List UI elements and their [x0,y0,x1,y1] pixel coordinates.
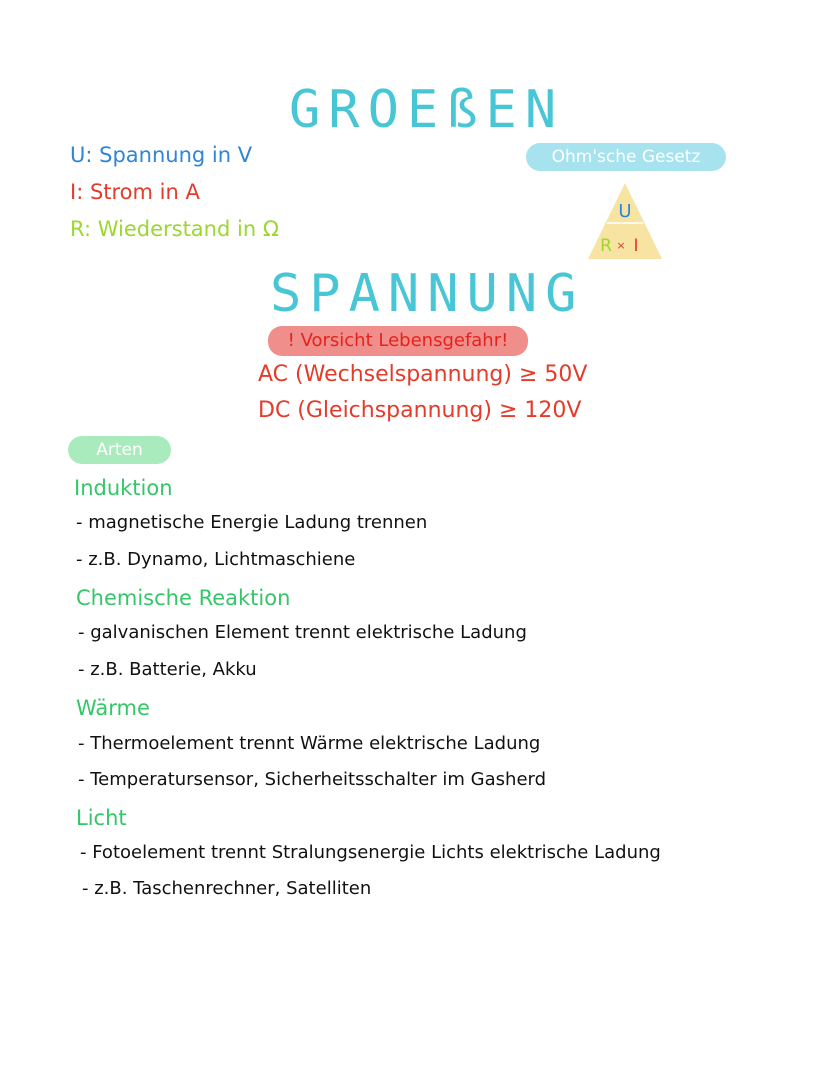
triangle-i: I [633,236,639,256]
heading-waerme: Wärme [76,696,150,720]
list-item: - magnetische Energie Ladung trennen [76,512,428,533]
arten-label: Arten [68,436,171,464]
ohm-law-label: Ohm'sche Gesetz [526,143,726,171]
heading-induktion: Induktion [74,476,173,500]
triangle-r: R [600,236,612,256]
page-title: GROEßEN [289,80,565,140]
list-item: - Temperatursensor, Sicherheitsschalter im Gasherd [78,769,547,790]
warning-dc: DC (Gleichspannung) ≥ 120V [258,398,582,423]
ohm-triangle-icon [588,183,662,259]
section-title-spannung: SPANNUNG [270,264,585,324]
list-item: - z.B. Taschenrechner, Satelliten [82,878,372,899]
list-item: - z.B. Batterie, Akku [78,659,257,680]
legend-voltage: U: Spannung in V [70,143,253,167]
list-item: - Thermoelement trennt Wärme elektrische Ladung [78,733,541,754]
heading-licht: Licht [76,806,127,830]
warning-ac: AC (Wechselspannung) ≥ 50V [258,362,588,387]
triangle-times: × [616,239,626,252]
list-item: - galvanischen Element trennt elektrische Ladung [78,622,527,643]
list-item: - Fotoelement trennt Stralungsenergie Lichts elektrische Ladung [80,842,661,863]
legend-resistance: R: Wiederstand in Ω [70,217,279,241]
heading-chemische-reaktion: Chemische Reaktion [76,586,291,610]
triangle-u: U [618,201,632,222]
legend-current: I: Strom in A [70,180,200,204]
warning-label: ! Vorsicht Lebensgefahr! [268,326,528,356]
list-item: - z.B. Dynamo, Lichtmaschiene [76,549,356,570]
